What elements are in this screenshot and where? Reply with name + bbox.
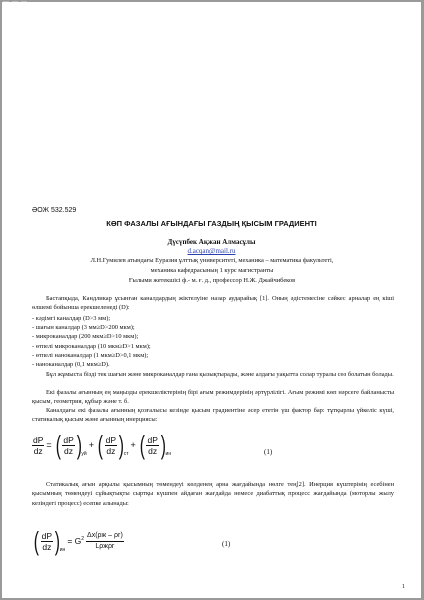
equation-1: $\frac{dP}{dz}$ = ( $\frac{dP}{dz}$ ) уй + ( $\frac{dP}{dz}$ ) ст + ( $\frac{dP}{dz}$ ) ин [33, 430, 172, 460]
author-email-link[interactable]: d.acqan@mail.ru [187, 247, 236, 255]
equation-2: ( $\frac{dP}{dz}$ ) ин = $G^2$ $\frac{\Delta x(\rho ж - \rho г)}{\text{Lρжρг}}$ [33, 526, 123, 556]
paragraph-text: Бұл жұмыста бізді тек шағын және микроканалдар ғана қызықтырады, және алдағы уақытта солар туралы сөз болатын болады. [46, 371, 394, 378]
list-item: - өтпелі наноканалдар (1 мкм≥D>0,1 мкм); [32, 351, 149, 359]
list-item: - кәдімгі каналдар (D>3 мм); [32, 315, 111, 322]
paragraph [32, 388, 394, 407]
equation-number: (1) [222, 540, 231, 548]
list-item: - шағын каналдар (3 мм≥D>200 мкм); [32, 324, 135, 332]
eq2-rhs-fraction: $\frac{\Delta x(\rho ж - \rho г)}{\text{Lρжρг}}$ [87, 531, 123, 550]
supervisor-line: Ғылыми жетекшісі ф.- м. ғ. д., профессор Н.Ж. Джайчибеков [128, 277, 296, 284]
paragraph-text: Бастапқыда, Кандликар ұсынған каналдардың жіктелуіне назар аударайық [1]. Оның әдістемесіне сәйкес арналар ең кіші өлшемі бойынша ерекшеленеді (D): [32, 295, 394, 312]
eq-term-inertia: ( $\frac{dP}{dz}$ ) ин [139, 430, 172, 460]
udk-code: ӘОЖ 532.529 [32, 207, 77, 214]
paragraph-text: Каналдағы екі фазалы ағынның қозғалысы кезінде қысым градиентіне әсер ететін үш фактор бар: тұтқырлы үйкеліс күші, статикалық қысым және ағынның инерциясы: [32, 407, 394, 424]
list-item: - наноканалдар (0,1 мкм≥D). [32, 361, 110, 369]
channel-list [32, 314, 394, 369]
author-name: Дүсүпбек Ақжан Алмасұлы [167, 238, 256, 246]
paragraph [32, 370, 394, 379]
paragraph [32, 406, 394, 425]
list-item: - микроканалдар (200 мкм≥D>10 мкм); [32, 333, 139, 341]
paragraph-text: Статикалық ағын арқылы қысымның төмендеуі көлденең арна жағдайында нөлге тең[2]. Инерция күштерінің есебінен қысымның төмендеуі сұйықтықты сыртқы күшпен айдаған жағдайда немесе диабаттық процесс жағдайында (моторлы жылу кезіндегі процесс) есепке алынады: [32, 481, 394, 507]
list-item: - өтпелі микроканалдар (10 мкм≥D>1 мкм); [32, 342, 151, 350]
document-page [2, 2, 421, 598]
affiliation-line: Л.Н.Гумилев атындағы Еуразия ұлттық университеті, механика – математика факультеті, [90, 257, 334, 264]
affiliation-line: механика кафедрасының 1 курс магистранты [150, 267, 274, 274]
eq-term-static: ( $\frac{dP}{dz}$ ) ст [97, 430, 129, 460]
paragraph-text: Екі фазалы ағынның ең маңызды ерекшеліктерінің бірі ағым режимдерінің әртүрлілігі. Ағым режимі көп нәрсеге байланысты қысым, геометрия, құбыр және т. б. [32, 389, 394, 406]
paper-title: КӨП ФАЗАЛЫ АҒЫНДАҒЫ ГАЗДЫҢ ҚЫСЫМ ГРАДИЕНТІ [106, 219, 317, 228]
paragraph [32, 480, 394, 508]
paragraph [32, 294, 394, 313]
page-number: 1 [402, 584, 405, 590]
eq-lhs-fraction: $\frac{dP}{dz}$ [33, 434, 44, 456]
affiliation-block [62, 256, 362, 286]
equation-number: (1) [264, 448, 273, 456]
eq-term-friction: ( $\frac{dP}{dz}$ ) уй [55, 430, 87, 460]
eq2-lhs: ( $\frac{dP}{dz}$ ) ин [33, 526, 66, 556]
